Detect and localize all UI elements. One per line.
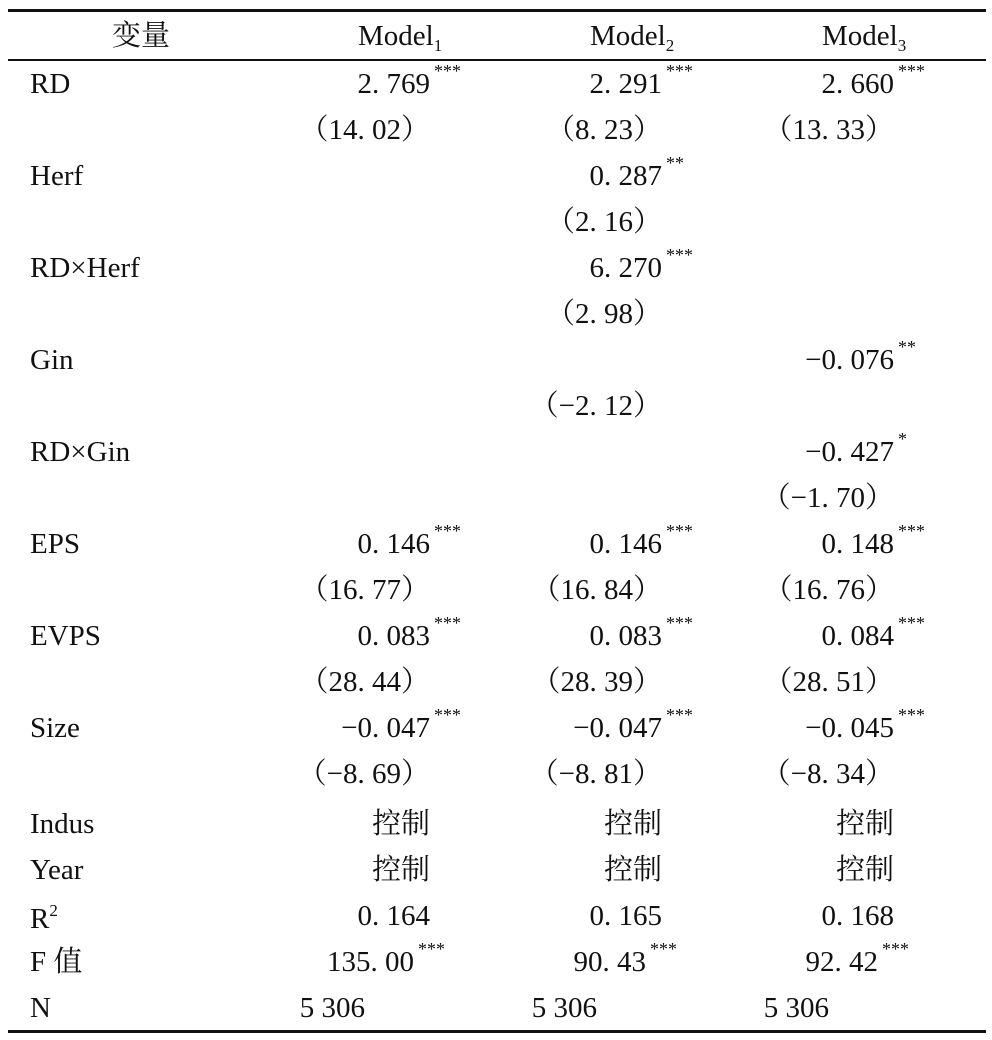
- variable-name: EVPS: [30, 620, 101, 652]
- variable-name: N: [30, 992, 51, 1024]
- significance-stars: ***: [666, 61, 693, 81]
- t-value-cell: （−1. 70）: [761, 482, 894, 514]
- coefficient-cell: 0. 084 ***: [821, 613, 925, 652]
- table-top-rule: [8, 9, 986, 12]
- footer-cell: 135. 00 ***: [327, 939, 445, 978]
- header-model-1: Model$_1$: [358, 20, 443, 55]
- footer-cell: 控制: [603, 854, 662, 886]
- coefficient-cell: 0. 083 ***: [589, 613, 693, 652]
- footer-cell: 90. 43 ***: [573, 939, 677, 978]
- t-value-cell: （14. 02）: [299, 114, 430, 146]
- significance-stars: ***: [666, 521, 693, 541]
- significance-stars: ***: [898, 521, 925, 541]
- coefficient-cell: 2. 769 ***: [357, 61, 461, 100]
- t-value-cell: （−8. 34）: [761, 758, 894, 790]
- header-variable: 变量: [112, 20, 171, 52]
- footer-cell: 5 306: [299, 992, 365, 1024]
- t-value-cell: （13. 33）: [763, 114, 894, 146]
- coefficient-cell: −0. 047 ***: [341, 705, 461, 744]
- t-value-cell: （16. 76）: [763, 574, 894, 606]
- coefficient-cell: −0. 045 ***: [805, 705, 925, 744]
- significance-stars: ***: [434, 521, 461, 541]
- table-bottom-rule: [8, 1030, 986, 1033]
- coefficient-cell: −0. 047 ***: [573, 705, 693, 744]
- significance-stars: ***: [898, 61, 925, 81]
- significance-stars: **: [898, 337, 916, 357]
- variable-name: Gin: [30, 344, 74, 376]
- significance-stars: ***: [898, 705, 925, 725]
- significance-stars: ***: [666, 613, 693, 633]
- coefficient-cell: −0. 427 *: [805, 429, 907, 468]
- significance-stars: ***: [434, 705, 461, 725]
- significance-stars: ***: [882, 939, 909, 959]
- variable-name: Year: [30, 854, 84, 886]
- variable-name: $R^2$: [30, 901, 58, 935]
- significance-stars: ***: [650, 939, 677, 959]
- footer-cell: 92. 42 ***: [805, 939, 909, 978]
- footer-cell: 0. 168: [821, 900, 894, 932]
- significance-stars: ***: [434, 61, 461, 81]
- t-value-cell: （2. 98）: [545, 298, 662, 330]
- variable-name: Herf: [30, 160, 84, 192]
- variable-name: EPS: [30, 528, 80, 560]
- footer-cell: 控制: [603, 808, 662, 840]
- significance-stars: ***: [666, 245, 693, 265]
- t-value-cell: （8. 23）: [545, 114, 662, 146]
- footer-cell: 控制: [371, 808, 430, 840]
- t-value-cell: （28. 39）: [531, 666, 662, 698]
- t-value-cell: （28. 51）: [763, 666, 894, 698]
- significance-stars: ***: [666, 705, 693, 725]
- variable-name: F 值: [30, 946, 83, 978]
- t-value-cell: （−2. 12）: [529, 390, 662, 422]
- significance-stars: ***: [418, 939, 445, 959]
- footer-cell: 5 306: [531, 992, 597, 1024]
- variable-name: RD×Herf: [30, 252, 140, 284]
- t-value-cell: （16. 77）: [299, 574, 430, 606]
- coefficient-cell: 2. 291 ***: [589, 61, 693, 100]
- coefficient-cell: 0. 146 ***: [589, 521, 693, 560]
- footer-cell: 0. 165: [589, 900, 662, 932]
- t-value-cell: （28. 44）: [299, 666, 430, 698]
- footer-cell: 控制: [835, 854, 894, 886]
- t-value-cell: （16. 84）: [531, 574, 662, 606]
- header-model-2: Model$_2$: [590, 20, 675, 55]
- significance-stars: ***: [434, 613, 461, 633]
- coefficient-cell: −0. 076 **: [805, 337, 916, 376]
- coefficient-cell: 0. 146 ***: [357, 521, 461, 560]
- table-header-rule: [8, 59, 986, 61]
- footer-cell: 0. 164: [357, 900, 430, 932]
- variable-name: RD: [30, 68, 71, 100]
- significance-stars: *: [898, 429, 907, 449]
- variable-name: Size: [30, 712, 80, 744]
- footer-cell: 控制: [371, 854, 430, 886]
- variable-name: Indus: [30, 808, 95, 840]
- coefficient-cell: 0. 287 **: [589, 153, 684, 192]
- significance-stars: **: [666, 153, 684, 173]
- footer-cell: 控制: [835, 808, 894, 840]
- t-value-cell: （−8. 69）: [297, 758, 430, 790]
- coefficient-cell: 2. 660 ***: [821, 61, 925, 100]
- footer-cell: 5 306: [763, 992, 829, 1024]
- coefficient-cell: 0. 148 ***: [821, 521, 925, 560]
- t-value-cell: （2. 16）: [545, 206, 662, 238]
- coefficient-cell: 6. 270 ***: [589, 245, 693, 284]
- coefficient-cell: 0. 083 ***: [357, 613, 461, 652]
- significance-stars: ***: [898, 613, 925, 633]
- variable-name: RD×Gin: [30, 436, 131, 468]
- t-value-cell: （−8. 81）: [529, 758, 662, 790]
- header-model-3: Model$_3$: [822, 20, 907, 55]
